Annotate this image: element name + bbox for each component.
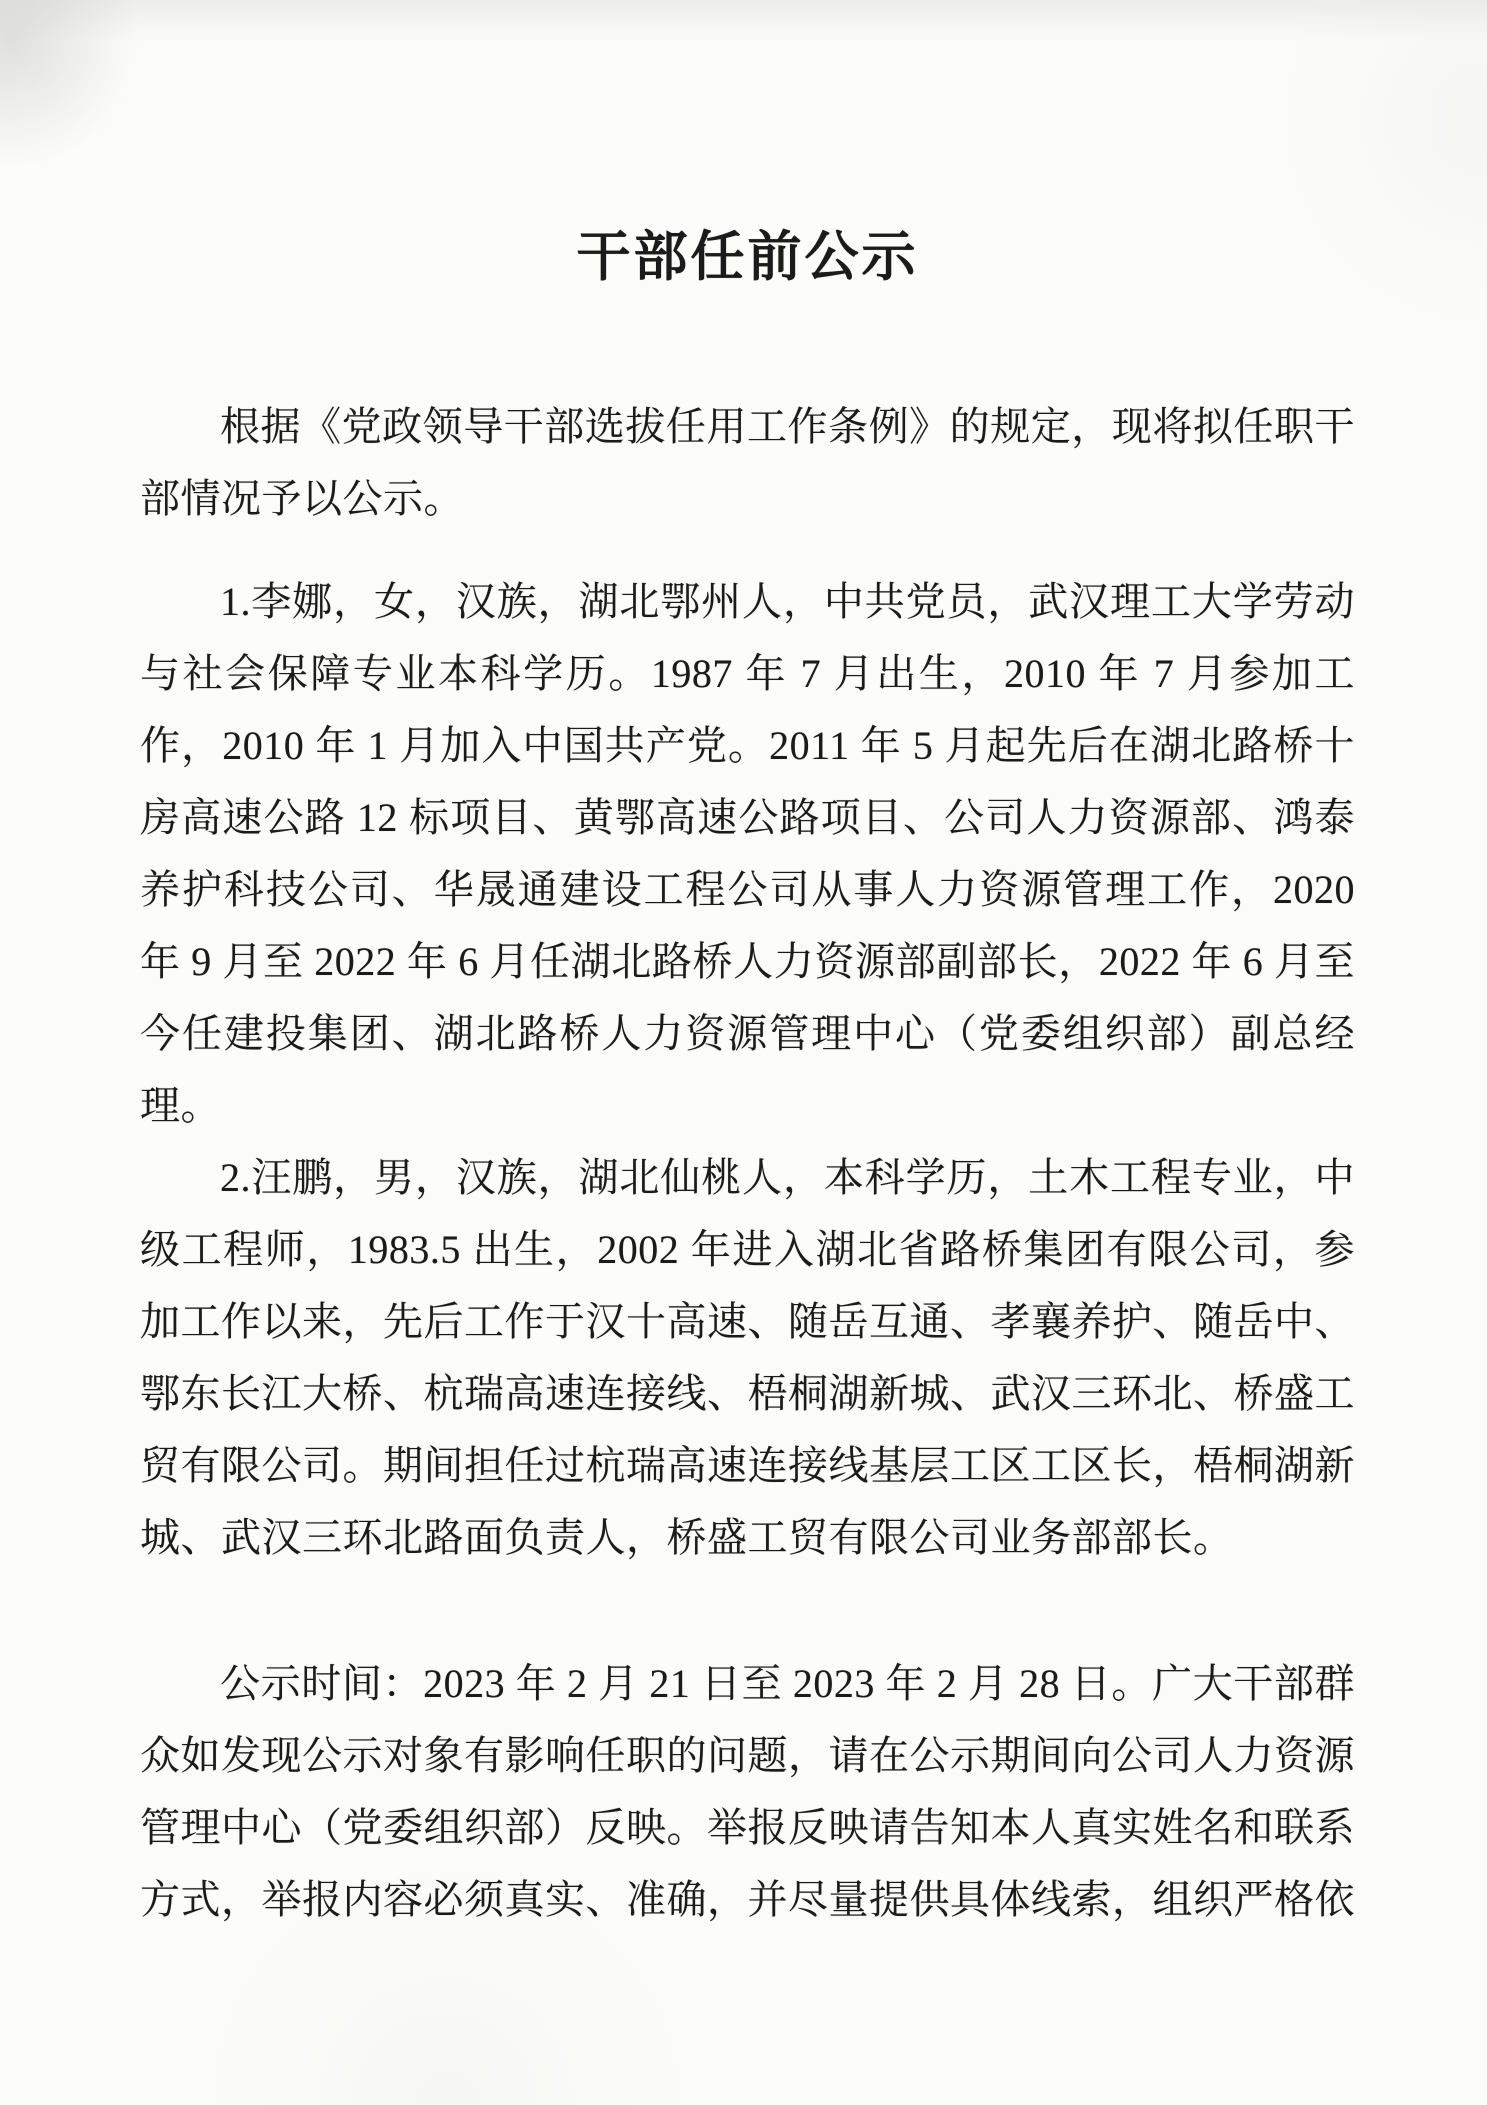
paragraph-intro: 根据《党政领导干部选拔任用工作条例》的规定，现将拟任职干部情况予以公示。 — [140, 404, 1355, 521]
paragraph-candidate-2: 2.汪鹏，男，汉族，湖北仙桃人，本科学历，土木工程专业，中级工程师，1983.5 出生，2002 年进入湖北省路桥集团有限公司，参加工作以来，先后工作于汉十高速、随岳互通、孝襄养护、随岳中、鄂东长江大桥、杭瑞高速连接线、梧桐湖新城、武汉三环北、桥盛工贸有限公司。期间担任过杭瑞高速连接线基层工区工区长，梧桐湖新城、武汉三环北路面负责人，桥盛工贸有限公司业务部部长。 — [140, 1155, 1355, 1560]
document-title: 干部任前公示 — [576, 227, 919, 287]
paragraph-notice: 公示时间：2023 年 2 月 21 日至 2023 年 2 月 28 日。广大干部群众如发现公示对象有影响任职的问题，请在公示期间向公司人力资源管理中心（党委组织部）反映。举报反映请告知本人真实姓名和联系方式，举报内容必须真实、准确，并尽量提供具体线索，组织严格依 — [140, 1661, 1355, 1922]
paragraph-candidate-1: 1.李娜，女，汉族，湖北鄂州人，中共党员，武汉理工大学劳动与社会保障专业本科学历。1987 年 7 月出生，2010 年 7 月参加工作，2010 年 1 月加入中国共产党。2011 年 5 月起先后在湖北路桥十房高速公路 12 标项目、黄鄂高速公路项目、公司人力资源部、鸿泰养护科技公司、华晟通建设工程公司从事人力资源管理工作，2020 年 9 月至 2022 年 6 月任湖北路桥人力资源部副部长，2022 年 6 月至今任建投集团、湖北路桥人力资源管理中心（党委组织部）副总经理。 — [140, 579, 1355, 1128]
